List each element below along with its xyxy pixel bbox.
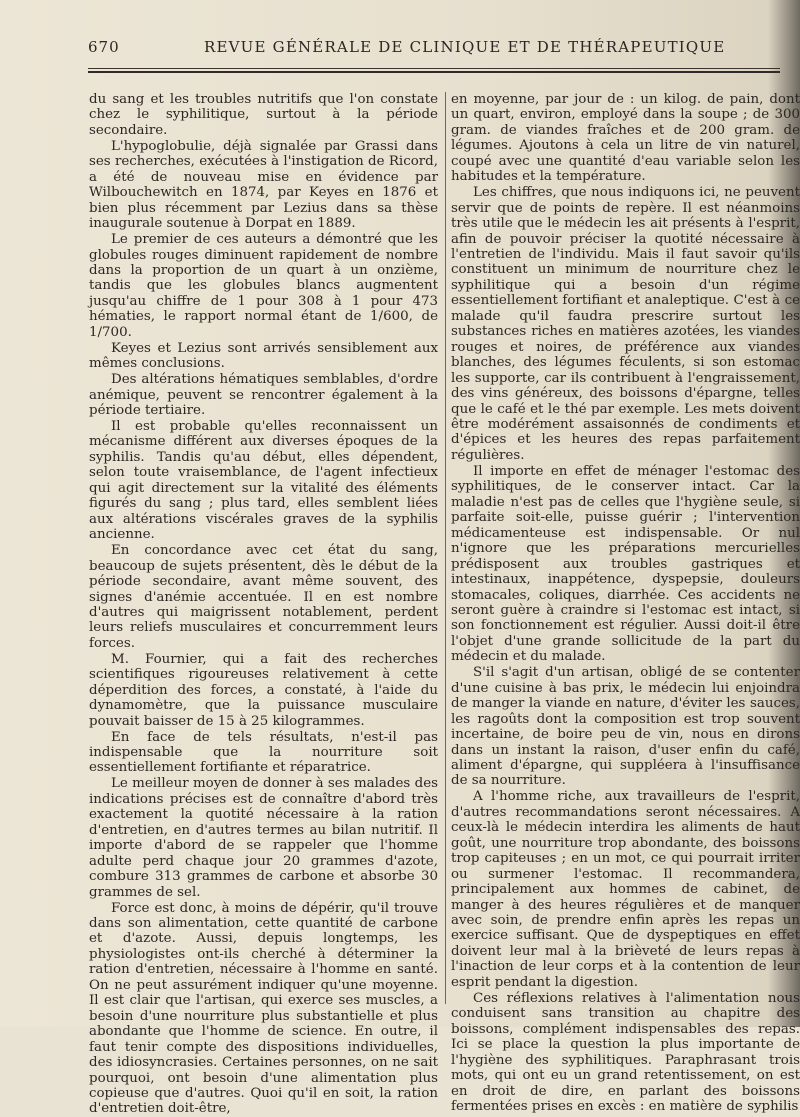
paragraph: Il est probable qu'elles reconnaissent un mécanisme différent aux diverses époques de la syphilis. Tandis qu'au début, elles dépendent, selon toute vraisemblance, de l'agent infectieux qui agit directement sur la vitalité des éléments figurés du sang ; plus tard, elles semblent liées aux altérations viscérales graves de la syphilis ancienne. [89,419,438,543]
paragraph: Ces réflexions relatives à l'alimentation nous conduisent sans transition au chapitre des boissons, complément indispensables des repas. Ici se place la question la plus importante de l'hygiène des syphilitiques. Paraphrasant trois mots, qui ont eu un grand retentissement, on est en droit de dire, en parlant des boissons fermentées prises en excès : en matière de syphilis [451,990,800,1114]
paragraph: du sang et les troubles nutritifs que l'on constate chez le syphilitique, surtout à la période secondaire. [89,92,438,138]
header-rule [88,68,780,69]
page-number: 670 [88,38,120,56]
page-header [88,38,780,64]
paragraph: Force est donc, à moins de dépérir, qu'il trouve dans son alimentation, cette quantité de carbone et d'azote. Aussi, depuis longtemps, les physiologistes ont-ils cherché à déterminer la ration d'entretien, nécessaire à l'homme en santé. On ne peut assurément indiquer qu'une moyenne. Il est clair que l'artisan, qui exerce ses muscles, a besoin d'une nourriture plus substantielle et plus abondante que l'homme de science. En outre, il faut tenir compte des dispositions individuelles, des idiosyncrasies. Certaines personnes, on ne sait pourquoi, ont besoin d'une alimentation plus copieuse que d'autres. Quoi qu'il en soit, la ration d'entretien doit-être, [89,900,438,1117]
paragraph: En concordance avec cet état du sang, beaucoup de sujets présentent, dès le début de la période secondaire, avant même souvent, des signes d'anémie accentuée. Il en est nombre d'autres qui maigrissent notablement, perdent leurs reliefs musculaires et concurremment leurs forces. [89,543,438,651]
paragraph: S'il s'agit d'un artisan, obligé de se contenter d'une cuisine à bas prix, le médecin lui enjoindra de manger la viande en nature, d'éviter les sauces, les ragoûts dont la composition est trop souvent incertaine, de boire peu de vin, nous en dirons dans un instant la raison, d'user enfin du café, aliment d'épargne, qui suppléera à l'insuffisance de sa nourriture. [451,665,800,789]
paragraph: En face de tels résultats, n'est-il pas indispensable que la nourriture soit essentiellement fortifiante et réparatrice. [89,729,438,776]
paragraph: Des altérations hématiques semblables, d'ordre anémique, peuvent se rencontrer également à la période tertiaire. [89,372,438,419]
paragraph: M. Fournier, qui a fait des recherches scientifiques rigoureuses relativement à cette déperdition des forces, a constaté, à l'aide du dynamomètre, que la puissance musculaire pouvait baisser de 15 à 25 kilogrammes. [89,651,438,729]
left-column [89,92,438,1117]
running-title: REVUE GÉNÉRALE DE CLINIQUE ET DE THÉRAPEUTIQUE [204,38,726,56]
paragraph: L'hypoglobulie, déjà signalée par Grassi dans ses recherches, exécutées à l'instigation de Ricord, a été de nouveau mise en évidence par Wilbouchewitch en 1874, par Keyes en 1876 et bien plus récemment par Lezius dans sa thèse inaugurale soutenue à Dorpat en 1889. [89,138,438,232]
right-column [451,92,800,1114]
column-divider [445,92,446,1004]
paragraph: Le meilleur moyen de donner à ses malades des indications précises est de connaître d'abord très exactement la quotité nécessaire à la ration d'entretien, en d'autres termes au bilan nutritif. Il importe d'abord de se rappeler que l'homme adulte perd chaque jour 20 grammes d'azote, combure 313 grammes de carbone et absorbe 30 grammes de sel. [89,776,438,900]
paragraph: Keyes et Lezius sont arrivés sensiblement aux mêmes conclusions. [89,340,438,372]
paragraph: Les chiffres, que nous indiquons ici, ne peuvent servir que de points de repère. Il est néanmoins très utile que le médecin les ait présents à l'esprit, afin de pouvoir préciser la quotité nécessaire à l'entretien de l'individu. Mais il faut savoir qu'ils constituent un minimum de nourriture chez le syphilitique qui a besoin d'un régime essentiellement fortifiant et analeptique. C'est à ce malade qu'il faudra prescrire surtout les substances riches en matières azotées, les viandes rouges et noires, de préférence aux viandes blanches, des légumes féculents, si son estomac les supporte, car ils contribuent à l'engraissement, des vins généreux, des boissons d'épargne, telles que le café et le thé par exemple. Les mets doivent être modérément assaisonnés de condiments et d'épices et les heures des repas parfaitement régulières. [451,185,800,463]
header-rule-thick [88,71,780,73]
paragraph: Le premier de ces auteurs a démontré que les globules rouges diminuent rapidement de nombre dans la proportion de un quart à un onzième, tandis que les globules blancs augmentent jusqu'au chiffre de 1 pour 308 à 1 pour 473 hématies, le rapport normal étant de 1/600, de 1/700. [89,232,438,340]
paragraph: en moyenne, par jour de : un kilog. de pain, dont un quart, environ, employé dans la soupe ; de 300 gram. de viandes fraîches et de 200 gram. de légumes. Ajoutons à cela un litre de vin naturel, coupé avec une quantité d'eau variable selon les habitudes et la température. [451,92,800,185]
paragraph: A l'homme riche, aux travailleurs de l'esprit, d'autres recommandations seront nécessaires. A ceux-là le médecin interdira les aliments de haut goût, une nourriture trop abondante, des boissons trop capiteuses ; en un mot, ce qui pourrait irriter ou surmener l'estomac. Il recommandera, principalement aux hommes de cabinet, de manger à des heures régulières et de manquer avec soin, de prendre enfin après les repas un exercice suffisant. Que de dyspeptiques en effet doivent leur mal à la brièveté de leurs repas à l'inaction de leur corps et à la contention de leur esprit pendant la digestion. [451,789,800,990]
paragraph: Il importe en effet de ménager l'estomac des syphilitiques, de le conserver intact. Car la maladie n'est pas de celles que l'hygiène seule, si parfaite soit-elle, puisse guérir ; l'intervention médicamenteuse est indispensable. Or nul n'ignore que les préparations mercurielles prédisposent aux troubles gastriques et intestinaux, inappétence, dyspepsie, douleurs stomacales, coliques, diarrhée. Ces accidents ne seront guère à craindre si l'estomac est intact, si son fonctionnement est régulier. Aussi doit-il être l'objet d'une grande sollicitude de la part du médecin et du malade. [451,463,800,665]
